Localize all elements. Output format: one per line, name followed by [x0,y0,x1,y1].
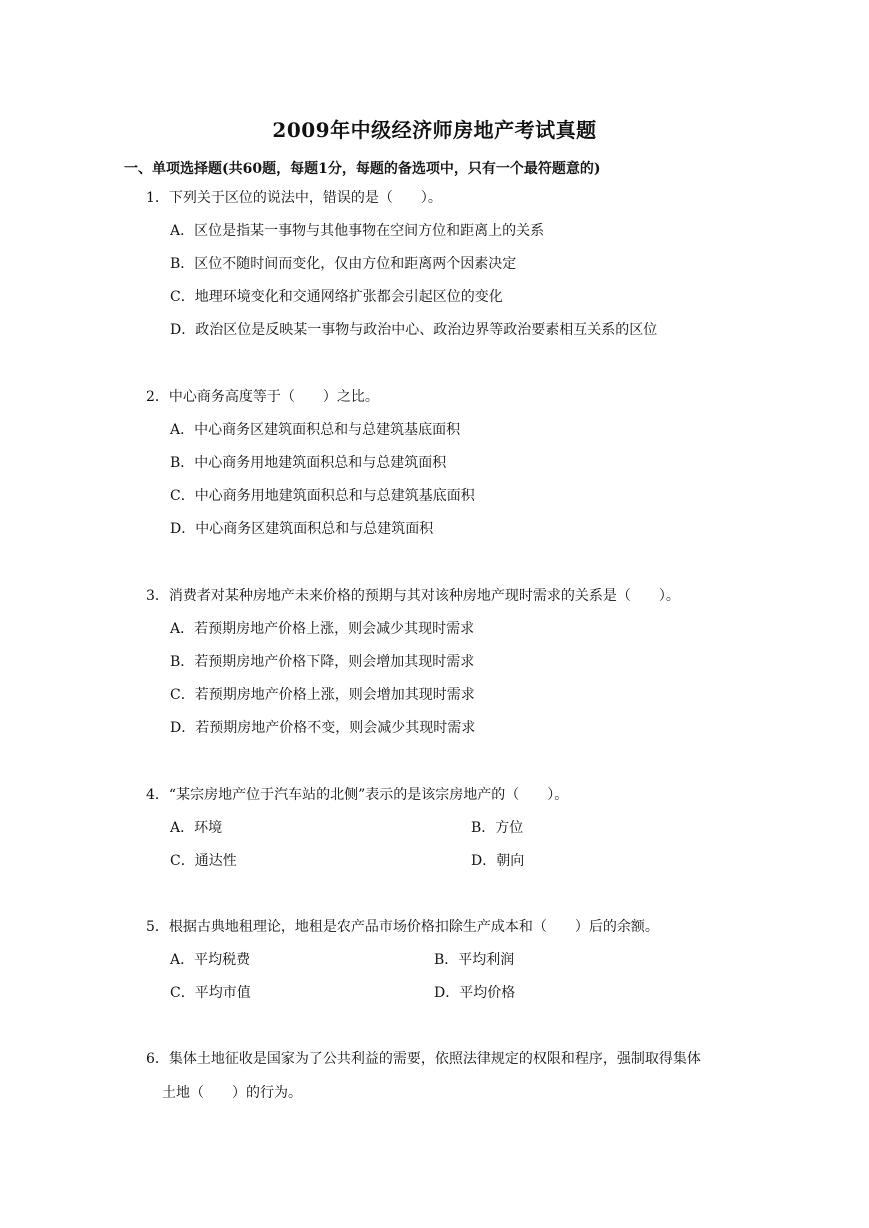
question-6-stem-continued: 土地（ ）的行为。 [162,1085,302,1101]
question-4-stem: 4．“某宗房地产位于汽车站的北侧”表示的是该宗房地产的（ ）。 [146,787,569,803]
question-1-option-b: B．区位不随时间而变化，仅由方位和距离两个因素决定 [170,256,517,272]
question-3-option-b: B．若预期房地产价格下降，则会增加其现时需求 [170,654,475,670]
question-2-option-c: C．中心商务用地建筑面积总和与总建筑基底面积 [170,488,475,504]
question-1-stem: 1．下列关于区位的说法中，错误的是（ ）。 [146,190,442,206]
question-2-option-a: A．中心商务区建筑面积总和与总建筑基底面积 [170,422,461,438]
question-4-option-a: A．环境 [170,820,223,836]
question-5-option-a: A．平均税费 [170,952,251,968]
section-heading: 一、单项选择题(共60题，每题1分，每题的备选项中，只有一个最符题意的) [124,161,601,177]
question-4-option-b: B．方位 [471,820,524,836]
question-3-option-a: A．若预期房地产价格上涨，则会减少其现时需求 [170,621,475,637]
question-3-option-d: D．若预期房地产价格不变，则会减少其现时需求 [170,720,476,736]
question-3-stem: 3．消费者对某种房地产未来价格的预期与其对该种房地产现时需求的关系是（ ）。 [146,588,680,604]
question-2-option-b: B．中心商务用地建筑面积总和与总建筑面积 [170,455,447,471]
question-1-option-d: D．政治区位是反映某一事物与政治中心、政治边界等政治要素相互关系的区位 [170,322,658,338]
question-5-stem: 5．根据古典地租理论，地租是农产品市场价格扣除生产成本和（ ）后的余额。 [146,919,659,935]
question-4-option-d: D．朝向 [471,853,525,869]
question-5-option-b: B．平均利润 [434,952,515,968]
question-5-option-d: D．平均价格 [434,985,516,1001]
question-2-option-d: D．中心商务区建筑面积总和与总建筑面积 [170,521,434,537]
question-4-option-c: C．通达性 [170,853,237,869]
question-2-stem: 2．中心商务高度等于（ ）之比。 [146,389,379,405]
document-title: 2009年中级经济师房地产考试真题 [272,118,597,142]
question-1-option-c: C．地理环境变化和交通网络扩张都会引起区位的变化 [170,289,503,305]
question-1-option-a: A．区位是指某一事物与其他事物在空间方位和距离上的关系 [170,223,545,239]
question-3-option-c: C．若预期房地产价格上涨，则会增加其现时需求 [170,687,475,703]
question-6-stem: 6．集体土地征收是国家为了公共利益的需要，依照法律规定的权限和程序，强制取得集体 [146,1051,701,1067]
question-5-option-c: C．平均市值 [170,985,251,1001]
